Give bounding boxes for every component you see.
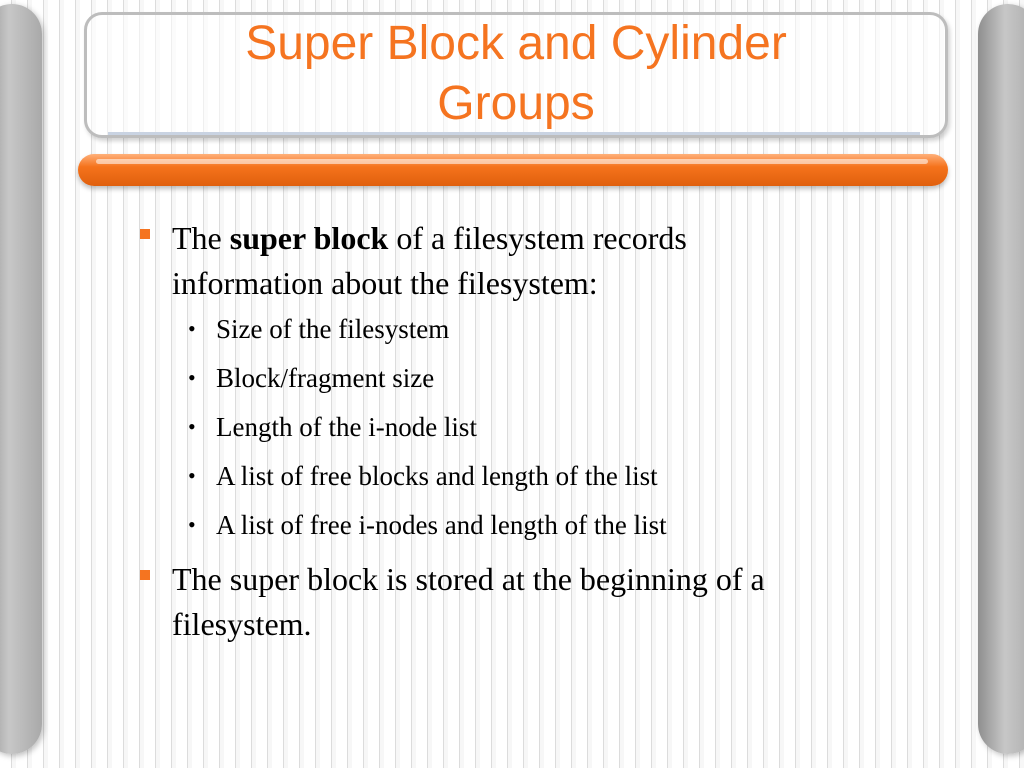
slide-title-line-2: Groups xyxy=(437,77,595,130)
dot-bullet-icon: • xyxy=(188,365,196,390)
bullet-text-bold-term: super block xyxy=(229,220,389,256)
square-bullet-icon xyxy=(140,570,150,580)
sub-bullet-item xyxy=(140,459,930,493)
bullet-item-super-block-location xyxy=(140,557,930,647)
right-decorative-pillar xyxy=(978,4,1024,754)
sub-bullet-item xyxy=(140,508,930,542)
bullet-text-suffix: of a filesystem records xyxy=(388,220,687,256)
left-decorative-pillar xyxy=(0,4,42,754)
sub-bullet-text: Length of the i-node list xyxy=(216,412,477,442)
bullet-text-prefix: The xyxy=(172,220,230,256)
dot-bullet-icon: • xyxy=(188,463,196,488)
sub-bullet-text: Block/fragment size xyxy=(216,363,435,393)
sub-bullet-text: Size of the filesystem xyxy=(216,314,450,344)
dot-bullet-icon: • xyxy=(188,414,196,439)
dot-bullet-icon: • xyxy=(188,512,196,537)
slide-body xyxy=(140,216,930,651)
bullet-text-line-2: information about the filesystem: xyxy=(172,265,598,301)
sub-bullet-item xyxy=(140,410,930,444)
sub-bullet-item xyxy=(140,361,930,395)
sub-bullet-item xyxy=(140,312,930,346)
accent-bar-highlight xyxy=(96,159,928,164)
dot-bullet-icon: • xyxy=(188,316,196,341)
slide-title-line-1: Super Block and Cylinder xyxy=(245,17,787,70)
square-bullet-icon xyxy=(140,229,150,239)
bullet-text-line-2: filesystem. xyxy=(172,606,312,642)
bullet-text-line-1: The super block is stored at the beginning of a xyxy=(172,561,765,597)
super-block-contents-list xyxy=(140,312,930,542)
slide-title xyxy=(84,14,948,134)
sub-bullet-text: A list of free blocks and length of the list xyxy=(216,461,658,491)
sub-bullet-text: A list of free i-nodes and length of the list xyxy=(216,510,667,540)
bullet-item-super-block-definition xyxy=(140,216,930,306)
